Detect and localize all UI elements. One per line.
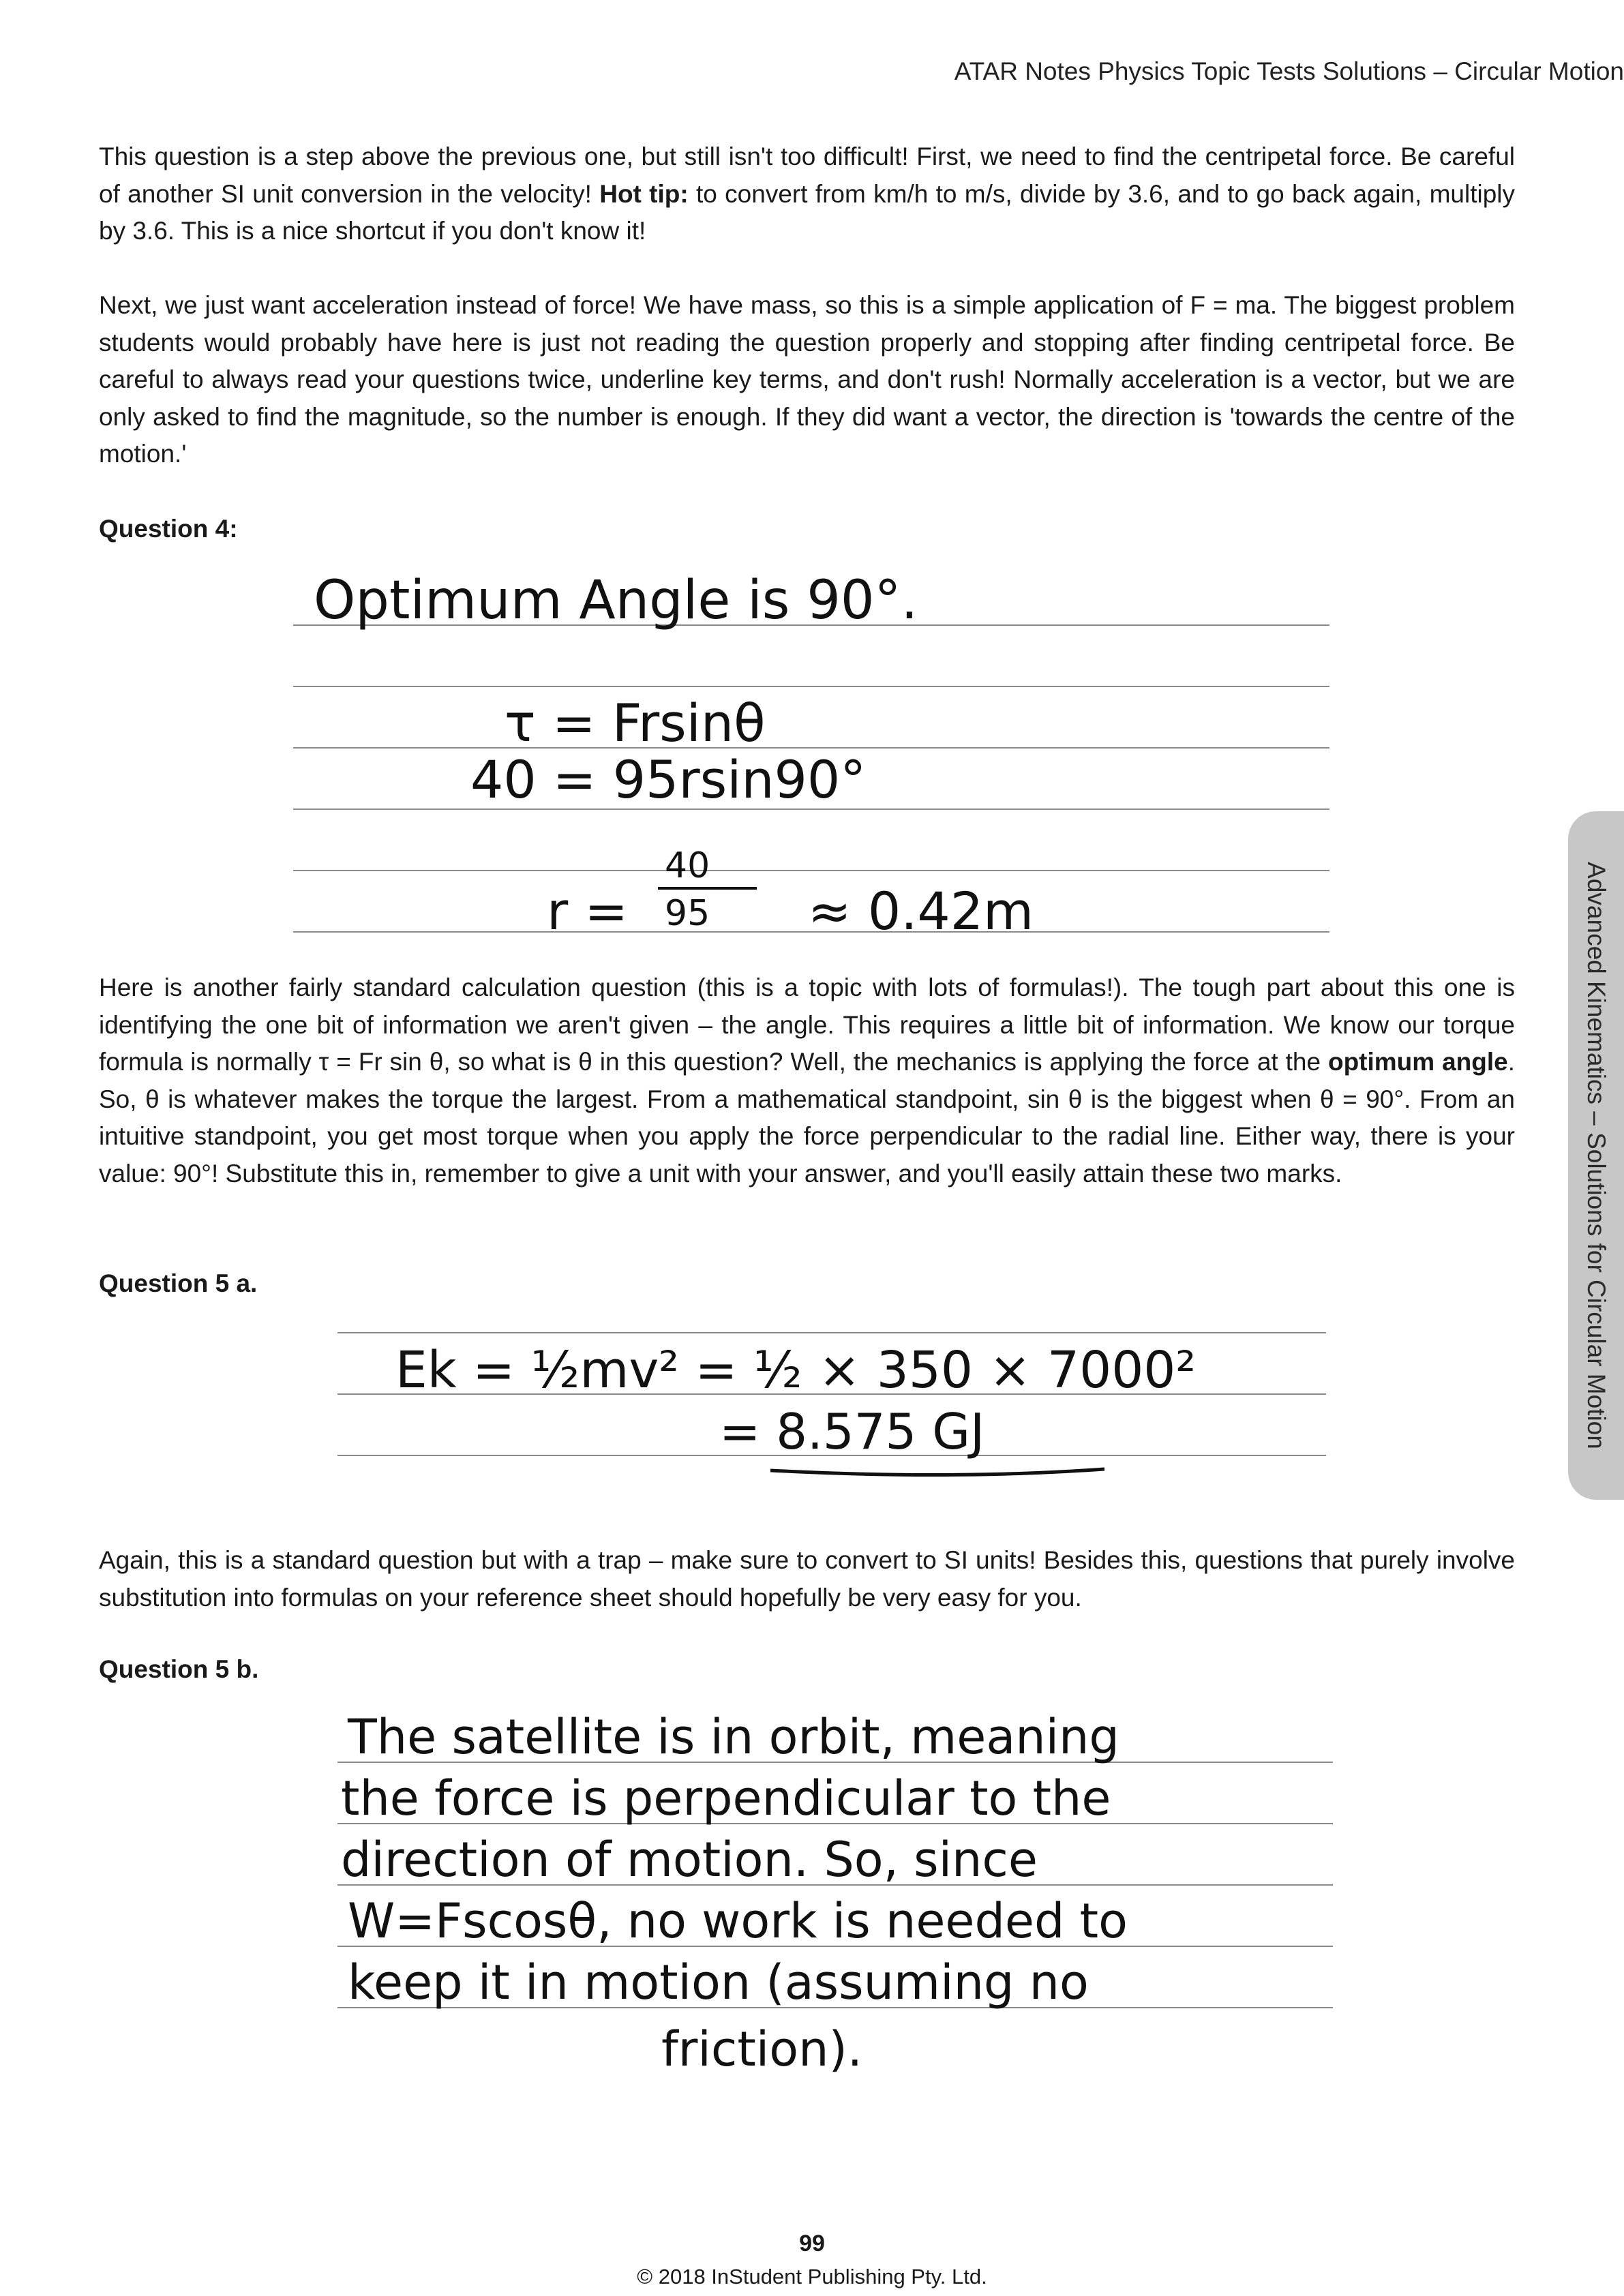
question-5a-explanation: Again, this is a standard question but with a trap – make sure to convert to SI units! Besides this, questions that purely involve substitution into formulas on your reference sheet should hopefully be very easy for you.	[99, 1546, 1515, 1612]
copyright-notice: © 2018 InStudent Publishing Pty. Ltd.	[637, 2265, 987, 2289]
hw-kinetic-energy-result: = 8.575 GJ	[719, 1403, 985, 1460]
q4-explanation-b: . So, θ is whatever makes the torque the largest. From a mathematical standpoint, sin θ is the biggest when θ = 90°. From an intuitive standpoint, you get most torque when you apply the force perpendicular to the radial line. Either way, there is your value: 90°! Substitute this in, remember to give a unit with your answer, and you'll easily attain these two marks.	[99, 1048, 1516, 1188]
hw-result: ≈ 0.42m	[808, 881, 1034, 941]
hw-torque-formula: τ = Frsinθ	[505, 693, 766, 753]
hw-substitution: 40 = 95rsin90°	[470, 749, 867, 810]
hw-r-equals: r =	[547, 881, 629, 941]
hw-answer-line-4: W=Fscosθ, no work is needed to	[348, 1893, 1128, 1949]
hw-answer-line-5: keep it in motion (assuming no	[348, 1954, 1089, 2010]
hw-optimum-angle: Optimum Angle is 90°.	[314, 570, 918, 631]
intro-paragraph-1	[99, 138, 1515, 250]
question-5a-handwritten-working	[337, 1319, 1326, 1496]
question-4-explanation	[99, 969, 1515, 1192]
page-number: 99	[799, 2231, 825, 2256]
intro-p1-text-a: This question is a step above the previous one, but still isn't too difficult! First, we need to find the centripetal force. Be careful of another SI unit conversion in the velocity!	[99, 142, 1515, 208]
optimum-angle-bold: optimum angle	[1327, 1048, 1508, 1076]
question-4-heading: Question 4:	[99, 515, 238, 543]
question-4-handwritten-working	[293, 562, 1329, 941]
hw-fraction-numerator: 40	[665, 845, 710, 886]
q4-explanation-a: Here is another fairly standard calculation question (this is a topic with lots of formulas!). The tough part about this one is identifying the one bit of information we aren't given – the angle. This requires a little bit of information. We know our torque formula is normally τ = Fr sin θ, so what is θ in this question? Well, the mechanics is applying the force at the	[99, 973, 1515, 1076]
hw-answer-line-6: friction).	[661, 2021, 863, 2077]
hot-tip-label: Hot tip:	[599, 179, 689, 208]
question-5b-handwritten-working	[337, 1704, 1333, 2100]
running-header: ATAR Notes Physics Topic Tests Solutions – Circular Motion	[954, 57, 1624, 85]
intro-p1-text-b: to convert from km/h to m/s, divide by 3.6, and to go back again, multiply by 3.6. This is a nice shortcut if you don't know it!	[99, 179, 1515, 245]
chapter-side-tab-label: Advanced Kinematics – Solutions for Circular Motion	[1582, 862, 1610, 1449]
hw-kinetic-energy-formula: Ek = ½mv² = ½ × 350 × 7000²	[395, 1341, 1197, 1400]
hw-answer-line-1: The satellite is in orbit, meaning	[348, 1709, 1119, 1765]
hw-underline	[770, 1469, 1104, 1475]
hw-fraction-denominator: 95	[665, 893, 710, 934]
question-5b-heading: Question 5 b.	[99, 1655, 259, 1683]
hw-answer-line-3: direction of motion. So, since	[341, 1832, 1038, 1888]
hw-answer-line-2: the force is perpendicular to the	[341, 1770, 1111, 1826]
intro-paragraph-2: Next, we just want acceleration instead of force! We have mass, so this is a simple application of F = ma. The biggest problem students would probably have here is just not reading the question properly and stopping after finding centripetal force. Be careful to always read your questions twice, underline key terms, and don't rush! Normally acceleration is a vector, but we are only asked to find the magnitude, so the number is enough. If they did want a vector, the direction is 'towards the centre of the motion.'	[99, 291, 1515, 468]
question-5a-heading: Question 5 a.	[99, 1269, 258, 1297]
